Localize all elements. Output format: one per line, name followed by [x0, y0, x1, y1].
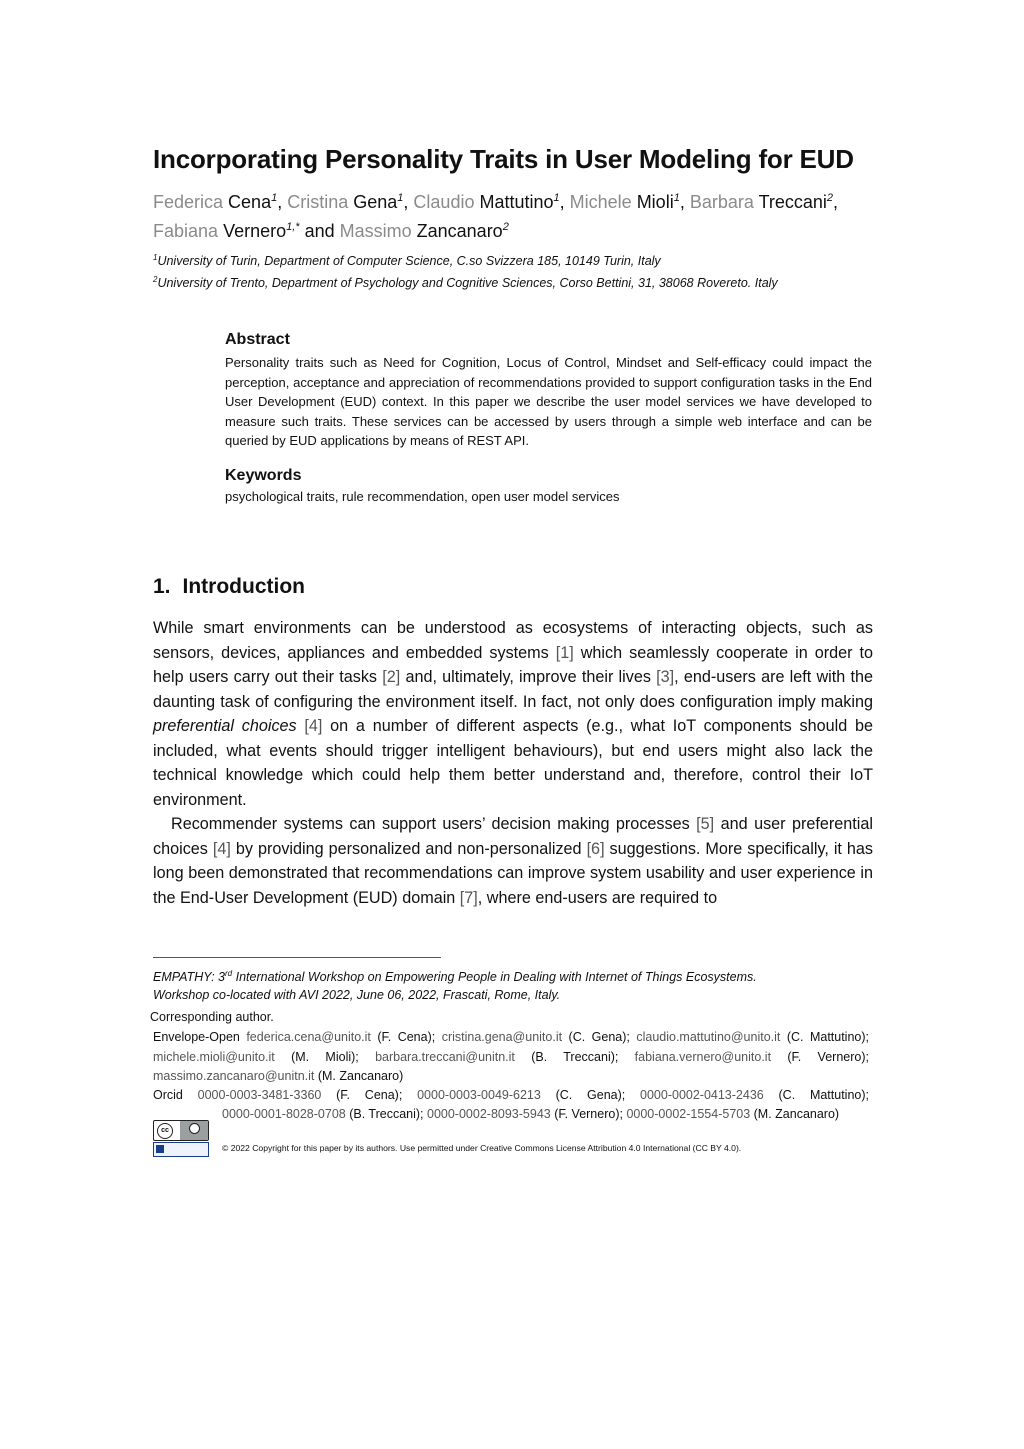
author-separator: , [679, 192, 690, 212]
footnote-rule [153, 957, 441, 958]
text-run: suggestions. More specifically, it has long been demonstrated that recommendations can improve system usability and user experience in the End-User Development (EUD) domain [153, 839, 874, 907]
colocated-note: Workshop co-located with AVI 2022, June 06, 2022, Frascati, Rome, Italy. [153, 988, 561, 1002]
reference-link[interactable]: fabiana.vernero@unito.it [634, 1049, 772, 1064]
text-run: While smart environments can be understood as ecosystems of interacting objects, such as sensors, devices, appliances and embedded systems [153, 619, 873, 662]
workshop-note-suffix: International Workshop on Empowering People in Dealing with Internet of Things Ecosystems. [232, 970, 757, 985]
author-first-name: Fabiana [153, 221, 224, 241]
cc-by-license-icon [153, 1120, 209, 1141]
section-number: 1. [153, 575, 171, 598]
author-last-name: Mattutino [479, 192, 554, 212]
author-affiliation-marker: 1 [553, 192, 560, 204]
author-separator: , [403, 192, 414, 212]
affiliation-1 [153, 253, 661, 268]
abstract-text: Personality traits such as Need for Cognition, Locus of Control, Mindset and Self-efficacy could impact the perception, acceptance and appreciation of recommendations provided to support configuration tasks in the End User Development (EUD) context. In this paper we describe the user model services we have developed to measure such traits. These services can be accessed by users through a simple web interface and can be queried by EUD applications by means of REST API. [225, 355, 872, 449]
ceur-workshop-proceedings-logo [153, 1142, 209, 1157]
author-last-name: Gena [353, 192, 398, 212]
text-run: , where end-users are required to [477, 888, 718, 907]
text-run: (C. Gena); [562, 1030, 637, 1044]
author-affiliation-marker: 2 [826, 192, 834, 204]
author-last-name: Treccani [758, 192, 827, 212]
affiliation-text: University of Turin, Department of Computer Science, C.so Svizzera 185, 10149 Turin, Italy [157, 254, 661, 269]
text-run: which seamlessly cooperate in order to help users carry out their tasks [153, 643, 873, 686]
text-run: (F. Vernero); [771, 1049, 869, 1064]
orcid-continuation [222, 1105, 869, 1125]
reference-link[interactable]: 0000-0003-3481-3360 [197, 1088, 322, 1102]
logo-mark [156, 1145, 164, 1153]
author-name [413, 192, 559, 212]
reference-link[interactable]: claudio.mattutino@unito.it [636, 1030, 781, 1044]
text-run: (F. Cena); [321, 1088, 418, 1102]
author-name [153, 192, 277, 212]
author-last-name: Mioli [636, 192, 674, 212]
intro-paragraph-1 [153, 616, 873, 812]
author-first-name: Barbara [689, 192, 759, 212]
workshop-note-sup: rd [225, 969, 233, 978]
reference-link[interactable]: barbara.treccani@unitn.it [375, 1049, 515, 1064]
citation-link[interactable]: [6] [586, 839, 605, 858]
author-affiliation-marker: 1,* [286, 221, 300, 233]
author-name [570, 192, 680, 212]
affiliation-2 [153, 275, 778, 290]
person-icon [189, 1123, 200, 1134]
author-separator: , [833, 192, 839, 212]
text-run: (C. Mattutino); [780, 1030, 870, 1044]
reference-link[interactable]: 0000-0003-0049-6213 [417, 1088, 541, 1102]
reference-link[interactable]: 0000-0002-1554-5703 [626, 1107, 751, 1121]
author-last-name: Cena [228, 192, 272, 212]
author-list [153, 186, 873, 244]
text-run: (B. Treccani); [514, 1049, 635, 1064]
abstract-heading: Abstract [225, 331, 290, 348]
author-first-name: Federica [153, 192, 229, 212]
affiliation-marker: 2 [153, 275, 158, 284]
corresponding-author-note: Corresponding author. [150, 1010, 274, 1024]
author-affiliation-marker: 2 [502, 221, 509, 233]
author-affiliation-marker: 1 [271, 192, 278, 204]
text-run: by providing personalized and non-personalized [230, 839, 587, 858]
author-affiliation-marker: 1 [397, 192, 404, 204]
text-run: (C. Gena); [540, 1088, 641, 1102]
citation-link[interactable]: [7] [459, 888, 478, 907]
author-last-name: Vernero [223, 221, 287, 241]
text-run: (M. Zancanaro) [750, 1107, 840, 1121]
text-run: (M. Zancanaro) [314, 1069, 404, 1083]
reference-link[interactable]: 0000-0002-8093-5943 [427, 1107, 551, 1121]
orcid-line [153, 1086, 869, 1106]
text-run: (F. Vernero); [550, 1107, 627, 1121]
author-separator: and [299, 221, 340, 241]
reference-link[interactable]: michele.mioli@unito.it [153, 1049, 275, 1064]
affiliation-marker: 1 [153, 253, 158, 262]
intro-paragraph-2 [153, 812, 873, 910]
workshop-note [153, 964, 757, 988]
author-first-name: Massimo [339, 221, 417, 241]
citation-link[interactable]: [4] [212, 839, 231, 858]
author-name [690, 192, 833, 212]
author-separator: , [559, 192, 570, 212]
attribution-icon [180, 1121, 208, 1140]
text-run: (M. Mioli); [274, 1049, 376, 1064]
section-heading [153, 575, 305, 599]
author-name [287, 192, 403, 212]
citation-link[interactable]: [5] [696, 815, 715, 833]
cc-icon: cc [157, 1123, 173, 1139]
author-name [153, 221, 300, 241]
text-run: Envelope-Open [153, 1030, 247, 1044]
text-run: (B. Treccani); [345, 1107, 427, 1121]
citation-link[interactable]: [3] [656, 668, 675, 686]
author-first-name: Cristina [287, 192, 354, 212]
section-title: Introduction [182, 575, 305, 598]
text-run: and user preferential choices [153, 815, 873, 858]
text-run: Orcid [153, 1088, 198, 1102]
text-run: and, ultimately, improve their lives [400, 668, 657, 686]
citation-link[interactable]: [2] [382, 668, 401, 686]
author-name [340, 221, 509, 241]
copyright-notice: © 2022 Copyright for this paper by its authors. Use permitted under Creative Commons License Attribution 4.0 International (CC BY 4.0). [222, 1143, 742, 1153]
reference-link[interactable]: massimo.zancanaro@unitn.it [153, 1069, 315, 1083]
workshop-note-prefix: EMPATHY: 3 [153, 970, 226, 985]
reference-link[interactable]: cristina.gena@unito.it [441, 1030, 563, 1044]
keywords-text: psychological traits, rule recommendation, open user model services [225, 489, 620, 504]
affiliation-text: University of Trento, Department of Psychology and Cognitive Sciences, Corso Bettini, 31, 38068 Rovereto. Italy [157, 276, 778, 291]
text-run: , end-users are left with the daunting task of configuring the environment itself. In fact, not only does configuration imply making [153, 668, 873, 711]
text-run: Recommender systems can support users’ decision making processes [171, 815, 697, 833]
reference-link[interactable]: federica.cena@unito.it [246, 1030, 371, 1044]
reference-link[interactable]: 0000-0002-0413-2436 [640, 1088, 764, 1102]
author-separator: , [277, 192, 288, 212]
text-run: (F. Cena); [370, 1030, 442, 1044]
keywords-heading: Keywords [225, 467, 302, 484]
author-first-name: Claudio [413, 192, 480, 212]
author-affiliation-marker: 1 [673, 192, 680, 204]
introduction-body [153, 616, 873, 910]
author-first-name: Michele [569, 192, 637, 212]
citation-link[interactable]: [4] [304, 717, 323, 735]
email-list [153, 1028, 869, 1087]
paper-title: Incorporating Personality Traits in User Modeling for EUD [153, 144, 854, 174]
text-run: (C. Mattutino); [763, 1088, 869, 1102]
text-run: on a number of different aspects (e.g., what IoT components should be included, what events should trigger intelligent behaviours), but end users might also lack the technical knowledge which could help them better understand and, therefore, control their IoT environment. [153, 717, 873, 809]
citation-link[interactable]: [1] [555, 643, 574, 662]
author-last-name: Zancanaro [416, 221, 503, 241]
reference-link[interactable]: 0000-0001-8028-0708 [222, 1107, 346, 1121]
emphasis-text: preferential choices [153, 717, 297, 735]
